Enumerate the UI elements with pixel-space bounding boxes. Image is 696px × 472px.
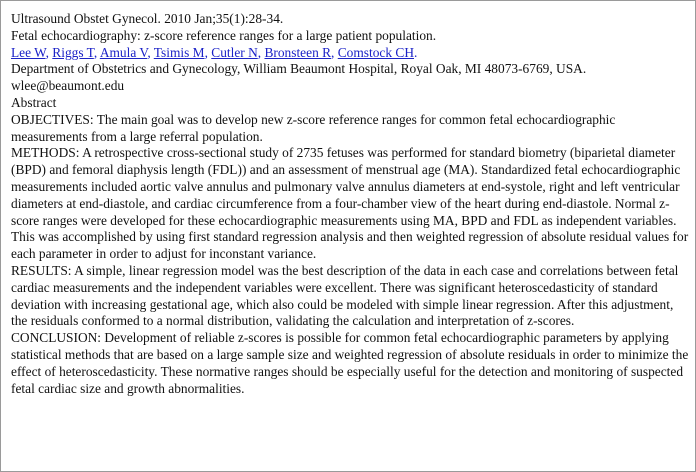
section-label: RESULTS: — [11, 262, 72, 278]
section-conclusion — [11, 330, 689, 397]
authors-terminal: . — [414, 44, 418, 60]
author-separator: , — [93, 44, 100, 60]
abstract-content — [11, 11, 689, 397]
section-methods — [11, 145, 689, 263]
section-label: METHODS: — [11, 145, 80, 161]
author-link-lee[interactable]: Lee W — [11, 44, 46, 60]
section-text: Development of reliable z-scores is possible for common fetal echocardiographic parameters by applying statistical methods that are based on a large sample size and weighted regression of absolute residuals in order to minimize the effect of heteroscedasticity. These normative ranges should be especially useful for the detection and monitoring of suspected fetal cardiac size and growth abnormalities. — [11, 330, 689, 396]
section-text: A retrospective cross-sectional study of 2735 fetuses was performed for standard biometry (biparietal diameter (BPD) and femoral diaphysis length (FDL)) and an assessment of menstrual age (MA). Standardized fetal echocardiographic measurements included aortic valve annulus and pulmonary valve annulus diameters at end-systole, right and left ventricular diameters at end-diastole, and cardiac circumference from a four-chamber view of the heart during end-diastole. Normal z-score ranges were developed for these echocardiographic measurements using MA, BPD and FDL as independent variables. This was accomplished by using first standard regression analysis and then weighted regression of absolute residual values for each parameter in order to adjust for inconstant variance. — [11, 145, 689, 262]
abstract-heading: Abstract — [11, 94, 57, 110]
affiliation: Department of Obstetrics and Gynecology, William Beaumont Hospital, Royal Oak, MI 48073-6769, USA. — [11, 61, 587, 77]
author-separator: , — [204, 44, 212, 60]
author-separator: , — [45, 44, 53, 60]
section-objectives — [11, 112, 689, 146]
author-link-riggs[interactable]: Riggs T — [52, 44, 94, 60]
section-text: The main goal was to develop new z-score reference ranges for common fetal echocardiographic measurements from a large referral population. — [11, 111, 616, 144]
author-link-bronsteen[interactable]: Bronsteen R — [264, 44, 332, 60]
citation: Ultrasound Obstet Gynecol. 2010 Jan;35(1):28-34. — [11, 11, 284, 26]
section-text: A simple, linear regression model was the best description of the data in each case and correlations between fetal cardiac measurements and the independent variables were excellent. There was significant heteroscedasticity of standard deviation with increasing gestational age, which also could be modeled with simple linear regression. After this adjustment, the residuals conformed to a normal distribution, validating the calculation and interpretation of z-scores. — [11, 262, 679, 329]
author-separator: , — [331, 44, 338, 60]
author-link-comstock[interactable]: Comstock CH — [337, 44, 415, 60]
email: wlee@beaumont.edu — [11, 78, 125, 94]
section-label: OBJECTIVES: — [11, 111, 94, 127]
author-link-tsimis[interactable]: Tsimis M — [153, 44, 205, 60]
section-results — [11, 263, 689, 330]
section-label: CONCLUSION: — [11, 330, 102, 346]
author-list — [11, 45, 689, 62]
author-separator: , — [147, 44, 154, 60]
author-link-cutler[interactable]: Cutler N — [211, 44, 258, 60]
article-title: Fetal echocardiography: z-score reference ranges for a large patient population. — [11, 27, 437, 43]
author-link-amula[interactable]: Amula V — [99, 44, 148, 60]
author-separator: , — [257, 44, 265, 60]
